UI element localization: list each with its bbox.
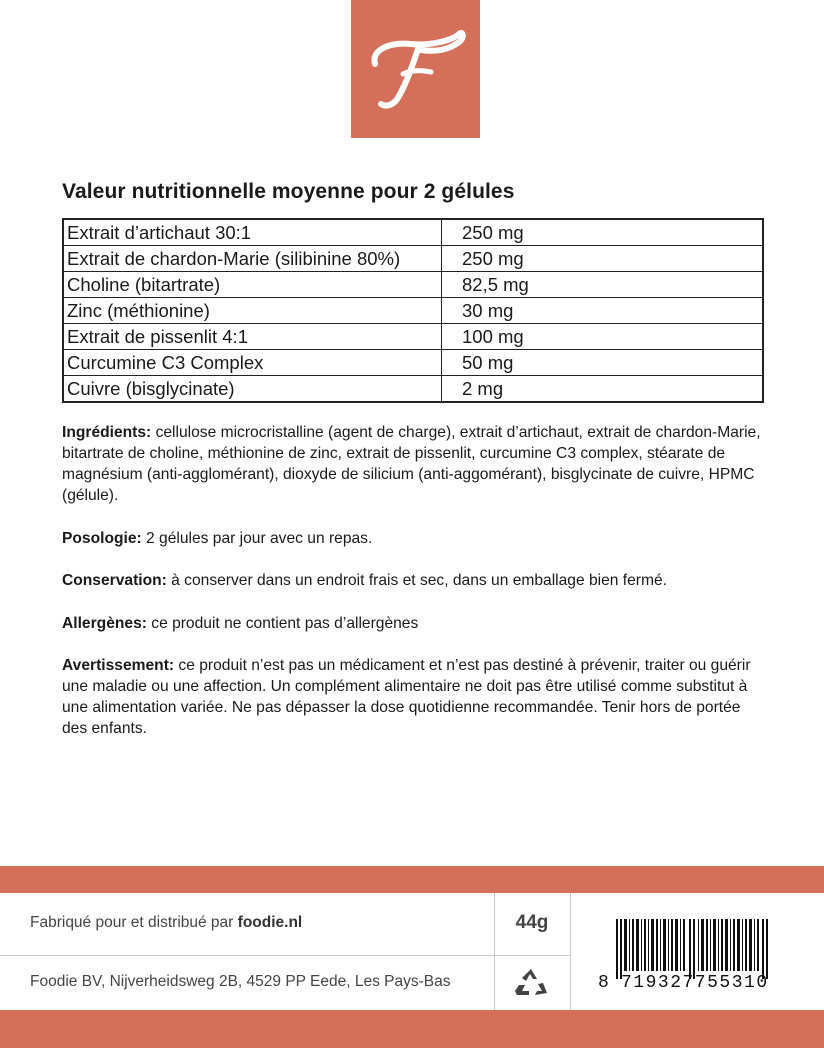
recycle-icon [513,967,549,1001]
nutrient-name: Extrait de pissenlit 4:1 [63,324,442,350]
conservation-paragraph [62,570,764,591]
footer-top-band [0,866,824,893]
nutrient-name: Extrait d’artichaut 30:1 [63,219,442,246]
nutrition-title: Valeur nutritionnelle moyenne pour 2 gélules [62,180,515,203]
posologie-paragraph [62,528,764,549]
allergenes-paragraph [62,613,764,634]
conservation-label: Conservation: [62,572,167,589]
table-row [63,219,763,246]
ingredients-text: cellulose microcristalline (agent de charge), extrait d’artichaut, extrait de chardon-Marie, bitartrate de choline, méthionine de zinc, extrait de pissenlit, curcumine C3 complex, stéarate de magnésium (anti-agglomérant), dioxyde de silicium (anti-aggomérant), bisglycinate de cuivre, HPMC (gélule). [62,424,761,504]
company-address: Foodie BV, Nijverheidsweg 2B, 4529 PP Eede, Les Pays-Bas [30,973,451,990]
nutrient-name: Zinc (méthionine) [63,298,442,324]
barcode-digits: 719327755310 [621,973,769,993]
footer-info [0,893,824,1010]
footer-divider [494,893,495,1010]
posologie-text: 2 gélules par jour avec un repas. [141,530,373,547]
table-row [63,298,763,324]
nutrient-name: Cuivre (bisglycinate) [63,376,442,403]
nutrient-name: Choline (bitartrate) [63,272,442,298]
distributor-line [30,914,302,932]
footer-divider [0,955,570,956]
table-row [63,324,763,350]
distributor-brand: foodie.nl [237,914,303,931]
nutrient-value: 250 mg [442,246,764,272]
avertissement-text: ce produit n’est pas un médicament et n’est pas destiné à prévenir, traiter ou guérir une maladie ou une affection. Un complément alimentaire ne doit pas être utilisé comme substitut à une alimentation variée. Ne pas dépasser la dose quotidienne recommandée. Tenir hors de portée des enfants. [62,657,751,737]
net-weight: 44g [515,912,549,933]
nutrient-value: 2 mg [462,378,504,399]
brand-logo [351,0,480,138]
nutrient-value: 82,5 mg [442,272,764,298]
barcode-first-digit: 8 [598,973,611,993]
distributor-prefix: Fabriqué pour et distribué par [30,914,238,931]
foodie-f-logo-icon [361,24,471,114]
nutrient-name: Curcumine C3 Complex [63,350,442,376]
allergenes-text: ce produit ne contient pas d’allergènes [146,615,419,632]
avertissement-label: Avertissement: [62,657,175,674]
nutrient-value: 50 mg [442,350,764,376]
nutrient-value: 250 mg [442,219,764,246]
allergenes-label: Allergènes: [62,615,147,632]
table-row [63,272,763,298]
barcode [616,919,772,979]
nutrient-name: Extrait de chardon-Marie (silibinine 80%) [63,246,442,272]
ingredients-paragraph [62,422,764,506]
nutrient-value: 100 mg [442,324,764,350]
table-row [63,376,763,403]
nutrient-value: 30 mg [442,298,764,324]
conservation-text: à conserver dans un endroit frais et sec, dans un emballage bien fermé. [166,572,667,589]
nutrition-table [62,218,764,403]
footer-divider [570,893,571,1010]
ingredients-label: Ingrédients: [62,424,152,441]
table-row [63,350,763,376]
table-row [63,246,763,272]
footer-bottom-band [0,1010,824,1048]
posologie-label: Posologie: [62,530,142,547]
avertissement-paragraph [62,655,764,739]
